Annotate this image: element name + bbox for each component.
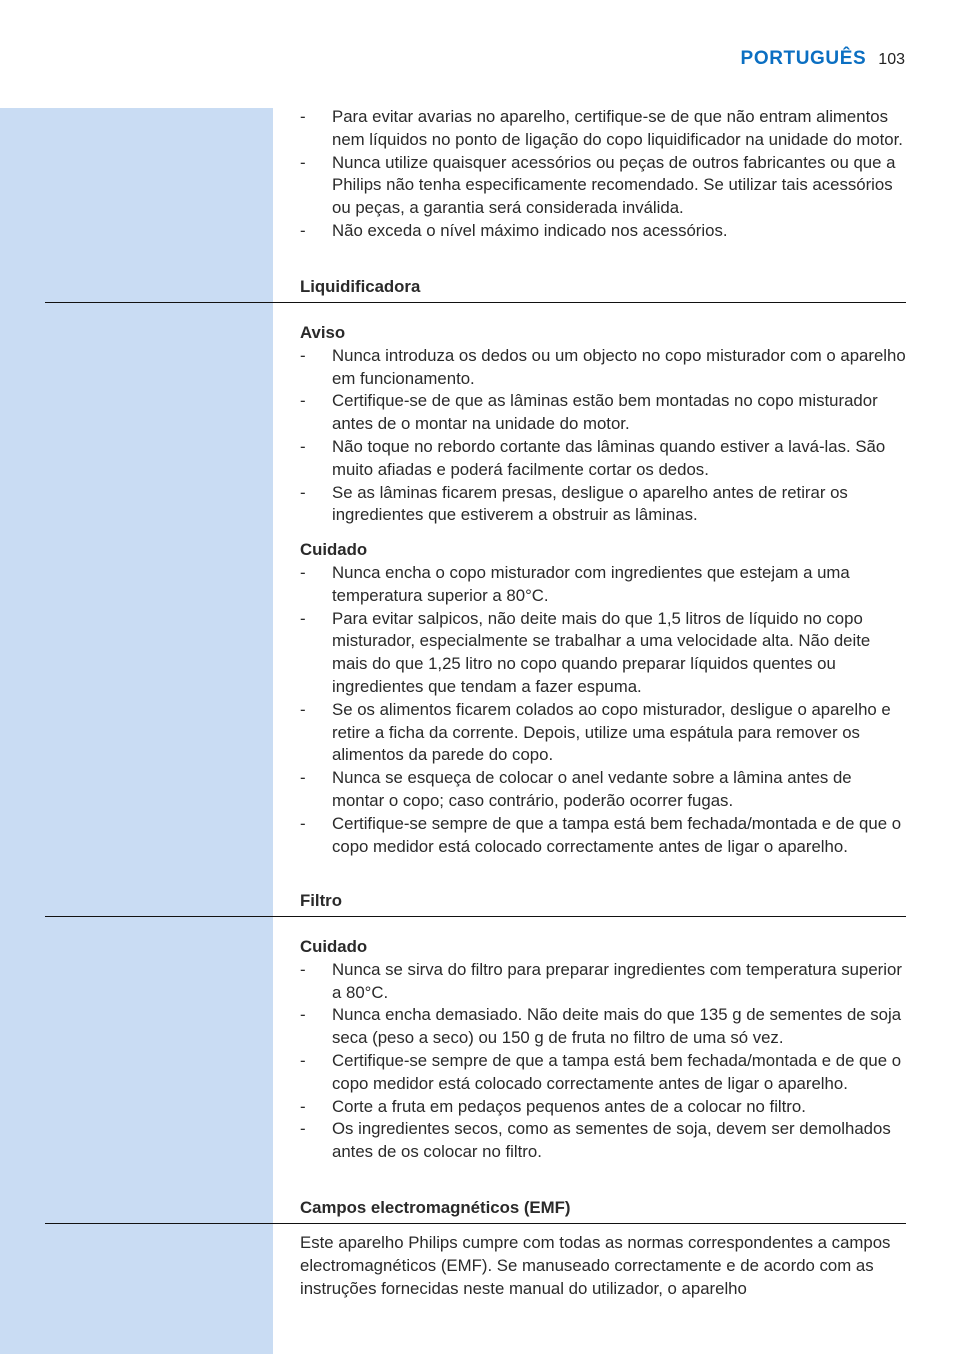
cuidado-list (300, 562, 908, 858)
section-divider (45, 1223, 906, 1224)
intro-list (300, 106, 908, 243)
page-header (741, 48, 905, 70)
filtro-block (300, 936, 908, 1164)
section-title-liquidificadora: Liquidificadora (300, 277, 421, 296)
language-label: PORTUGUÊS (740, 48, 867, 69)
section-title-emf: Campos electromagnéticos (EMF) (300, 1198, 571, 1217)
list-item: - Nunca utilize quaisquer acessórios ou peças de outros fabricantes ou que a Philips não tenha especificamente recomendado. Se utilizar tais acessórios ou peças, a garantia será considerada inválida. (300, 152, 908, 220)
intro-block (300, 106, 908, 243)
list-item: - Não exceda o nível máximo indicado nos acessórios. (300, 220, 908, 243)
list-item: - Certifique-se de que as lâminas estão bem montadas no copo misturador antes de o montar na unidade do motor. (300, 390, 908, 436)
list-item: - Certifique-se sempre de que a tampa está bem fechada/montada e de que o copo medidor está colocado correctamente antes de ligar o aparelho. (300, 813, 908, 859)
aviso-heading: Aviso (300, 323, 346, 342)
cuidado-heading: Cuidado (300, 540, 368, 560)
section-title-filtro: Filtro (300, 891, 342, 910)
cuidado-heading: Cuidado (300, 937, 368, 956)
filtro-cuidado-list (300, 959, 908, 1164)
list-item: - Nunca se sirva do filtro para preparar ingredientes com temperatura superior a 80°C. (300, 959, 908, 1005)
list-item: - Se as lâminas ficarem presas, desligue o aparelho antes de retirar os ingredientes que estiverem a obstruir as lâminas. (300, 482, 908, 528)
list-item: - Nunca encha o copo misturador com ingredientes que estejam a uma temperatura superior a 80°C. (300, 562, 908, 608)
list-item: - Para evitar salpicos, não deite mais do que 1,5 litros de líquido no copo misturador, especialmente se trabalhar a uma velocidade alta. Não deite mais do que 1,25 litro no copo quando preparar líquidos quentes ou ingredientes que tendam a fazer espuma. (300, 608, 908, 699)
list-item: - Nunca encha demasiado. Não deite mais do que 135 g de sementes de soja seca (peso a seco) ou 150 g de fruta no filtro de uma só vez. (300, 1004, 908, 1050)
emf-paragraph: Este aparelho Philips cumpre com todas as normas correspondentes a campos electromagnéticos (EMF). Se manuseado correctamente e de acordo com as instruções fornecidas neste manual do utilizador, o aparelho (300, 1233, 891, 1298)
list-item: - Nunca introduza os dedos ou um objecto no copo misturador com o aparelho em funcionamento. (300, 345, 908, 391)
emf-block (300, 1232, 908, 1300)
list-item: - Não toque no rebordo cortante das lâminas quando estiver a lavá-las. São muito afiadas e poderá facilmente cortar os dedos. (300, 436, 908, 482)
list-item: - Certifique-se sempre de que a tampa está bem fechada/montada e de que o copo medidor está colocado correctamente antes de ligar o aparelho. (300, 1050, 908, 1096)
aviso-list (300, 345, 908, 527)
page-number: 103 (878, 51, 905, 68)
sidebar-band (0, 108, 273, 1354)
list-item: - Nunca se esqueça de colocar o anel vedante sobre a lâmina antes de montar o copo; caso contrário, poderão ocorrer fugas. (300, 767, 908, 813)
list-item: - Os ingredientes secos, como as sementes de soja, devem ser demolhados antes de os colocar no filtro. (300, 1118, 908, 1164)
list-item: - Se os alimentos ficarem colados ao copo misturador, desligue o aparelho e retire a ficha da corrente. Depois, utilize uma espátula para remover os alimentos da parede do copo. (300, 699, 908, 767)
section-divider (45, 916, 906, 917)
list-item: - Para evitar avarias no aparelho, certifique-se de que não entram alimentos nem líquidos no ponto de ligação do copo liquidificador na unidade do motor. (300, 106, 908, 152)
section-divider (45, 302, 906, 303)
list-item: - Corte a fruta em pedaços pequenos antes de a colocar no filtro. (300, 1096, 908, 1119)
liquidificadora-block (300, 322, 908, 858)
